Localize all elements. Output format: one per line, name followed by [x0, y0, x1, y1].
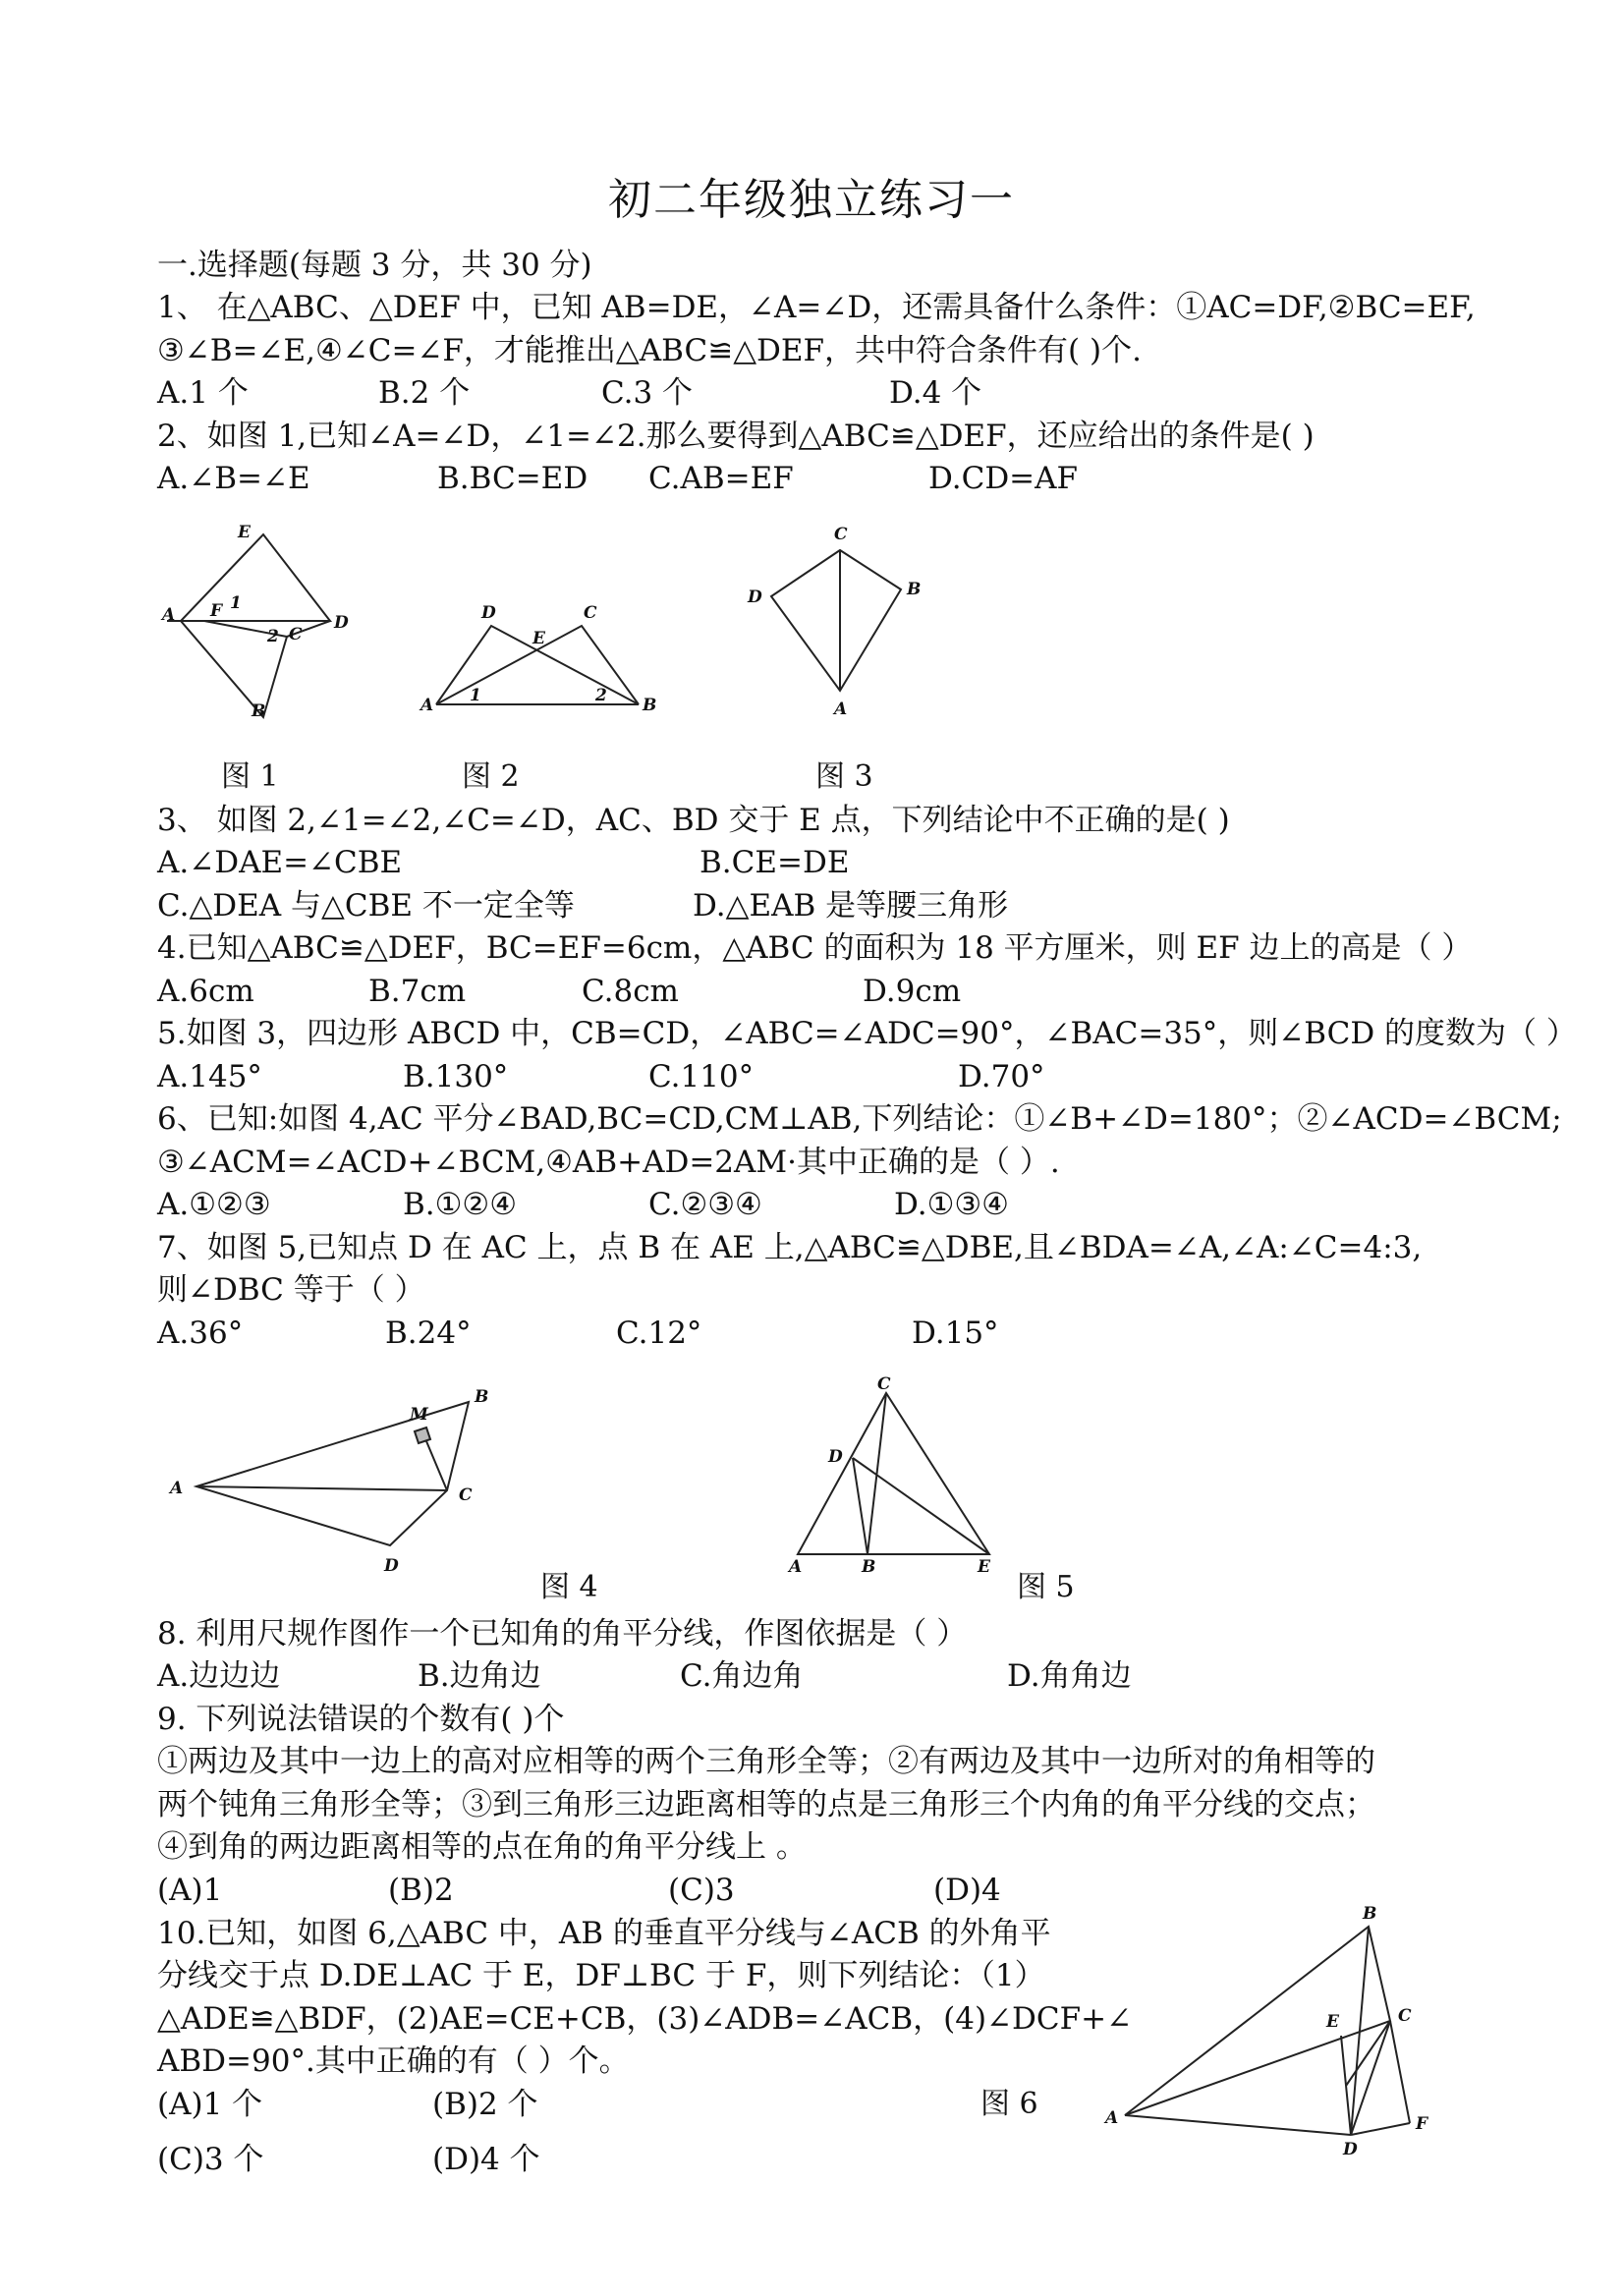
fig5-label-b: B — [862, 1557, 876, 1577]
fig5-label-a: A — [789, 1557, 803, 1577]
q9-statement-2: 两个钝角三角形全等；③到三角形三边距离相等的点是三角形三个内角的角平分线的交点； — [157, 1787, 1375, 1822]
fig6-line-dc — [1351, 2021, 1390, 2135]
q9-statement-1: ①两边及其中一边上的高对应相等的两个三角形全等；②有两边及其中一边所对的角相等的 — [157, 1744, 1375, 1779]
q3-text: 3、 如图 2,∠1=∠2,∠C=∠D，AC、BD 交于 E 点，下列结论中不正确的是( ) — [157, 803, 1230, 838]
figure-3 — [742, 516, 938, 732]
fig3-quadrilateral — [771, 550, 901, 691]
q2-text: 2、如图 1,已知∠A=∠D，∠1=∠2.那么要得到△ABC≌△DEF，还应给出的条件是( ) — [157, 419, 1315, 454]
q6-option-a: A.①②③ — [157, 1187, 271, 1222]
figure-5 — [781, 1375, 1007, 1582]
fig1-label-a: A — [162, 605, 176, 625]
q4-option-c: C.8cm — [582, 974, 679, 1009]
q6-option-b: B.①②④ — [403, 1187, 518, 1222]
q5-option-c: C.110° — [648, 1059, 755, 1094]
fig5-line-db — [853, 1458, 867, 1554]
q1-option-d: D.4 个 — [889, 375, 982, 411]
q2-option-a: A.∠B=∠E — [157, 461, 310, 496]
fig1-label-c: C — [289, 625, 303, 644]
figure-2-caption: 图 2 — [462, 759, 520, 794]
q8-option-b: B.边角边 — [418, 1658, 541, 1694]
fig1-lines — [167, 534, 330, 717]
page-title: 初二年级独立练习一 — [608, 175, 1015, 225]
fig6-label-a: A — [1105, 2108, 1119, 2128]
q1-option-a: A.1 个 — [157, 375, 249, 411]
q9-option-d: (D)4 — [933, 1873, 1001, 1908]
q6-text: 6、已知:如图 4,AC 平分∠BAD,BC=CD,CM⊥AB,下列结论：①∠B+∠D=180°；②∠ACD=∠BCM; — [157, 1101, 1562, 1137]
q6-option-c: C.②③④ — [648, 1187, 762, 1222]
fig6-triangle-abc — [1125, 1927, 1390, 2115]
q7-text: 7、如图 5,已知点 D 在 AC 上，点 B 在 AE 上,△ABC≌△DBE,且∠BDA=∠A,∠A:∠C=4:3, — [157, 1230, 1423, 1265]
q9-option-c: (C)3 — [668, 1873, 735, 1908]
fig6-line-cf — [1390, 2021, 1410, 2123]
q7-option-d: D.15° — [912, 1316, 999, 1351]
q8-option-a: A.边边边 — [157, 1658, 281, 1694]
q3-option-a: A.∠DAE=∠CBE — [157, 845, 403, 880]
fig2-label-d: D — [481, 603, 496, 623]
q10-text-cont-2: △ADE≌△BDF，(2)AE=CE+CB，(3)∠ADB=∠ACB，(4)∠DCF+∠ — [157, 2001, 1133, 2037]
fig3-label-c: C — [834, 525, 848, 544]
fig2-label-b: B — [643, 696, 657, 715]
fig3-label-a: A — [834, 700, 848, 719]
q10-text: 10.已知，如图 6,△ABC 中，AB 的垂直平分线与∠ACB 的外角平 — [157, 1916, 1051, 1951]
q8-option-c: C.角边角 — [680, 1658, 804, 1694]
fig6-label-e: E — [1326, 2012, 1339, 2032]
q10-text-cont-3: ABD=90°.其中正确的有（ ）个。 — [157, 2044, 630, 2079]
fig6-label-f: F — [1416, 2114, 1428, 2134]
q10-option-d: (D)4 个 — [432, 2142, 540, 2177]
fig6-line-perp — [1346, 2021, 1390, 2086]
q3-option-b: B.CE=DE — [700, 845, 850, 880]
fig5-line-cb — [867, 1393, 886, 1554]
q7-text-cont: 则∠DBC 等于（ ） — [157, 1272, 425, 1308]
q3-option-d: D.△EAB 是等腰三角形 — [693, 888, 1009, 924]
section-heading: 一.选择题(每题 3 分，共 30 分) — [157, 248, 592, 283]
fig1-label-f: F — [210, 601, 223, 621]
q6-option-d: D.①③④ — [894, 1187, 1009, 1222]
fig6-line-ad — [1125, 2115, 1351, 2135]
fig4-right-angle-mark — [415, 1428, 430, 1443]
q4-text: 4.已知△ABC≌△DEF，BC=EF=6cm，△ABC 的面积为 18 平方厘米，则 EF 边上的高是（ ） — [157, 930, 1473, 966]
figure-6 — [1086, 1901, 1459, 2159]
fig6-label-c: C — [1398, 2006, 1412, 2026]
fig1-label-d: D — [334, 613, 349, 633]
q9-statement-3: ④到角的两边距离相等的点在角的角平分线上 。 — [157, 1829, 807, 1865]
fig4-label-d: D — [384, 1556, 399, 1576]
fig4-label-b: B — [475, 1387, 489, 1407]
fig6-label-d: D — [1343, 2140, 1358, 2159]
q7-option-a: A.36° — [157, 1316, 244, 1351]
q9-option-b: (B)2 — [388, 1873, 454, 1908]
fig5-triangle — [798, 1393, 989, 1554]
fig5-label-c: C — [877, 1374, 891, 1394]
figure-2 — [413, 594, 668, 722]
q5-option-b: B.130° — [403, 1059, 509, 1094]
fig2-label-a: A — [420, 696, 434, 715]
fig2-label-e: E — [532, 629, 545, 648]
q9-text: 9. 下列说法错误的个数有( )个 — [157, 1702, 565, 1737]
q5-option-d: D.70° — [958, 1059, 1045, 1094]
fig2-label-c: C — [584, 603, 597, 623]
fig4-label-c: C — [459, 1485, 473, 1505]
fig4-line-ac — [196, 1486, 447, 1490]
figure-4-caption: 图 4 — [540, 1570, 598, 1604]
fig5-label-e: E — [978, 1557, 990, 1577]
q10-option-b: (B)2 个 — [432, 2087, 538, 2122]
fig5-label-d: D — [828, 1447, 843, 1467]
figure-5-caption: 图 5 — [1017, 1570, 1075, 1604]
figure-1 — [157, 523, 354, 722]
q7-option-c: C.12° — [616, 1316, 702, 1351]
q7-option-b: B.24° — [385, 1316, 472, 1351]
q1-option-b: B.2 个 — [378, 375, 471, 411]
q4-option-d: D.9cm — [863, 974, 962, 1009]
fig2-label-angle2: 2 — [595, 686, 607, 705]
figure-6-caption: 图 6 — [980, 2087, 1038, 2121]
fig1-label-b: B — [252, 701, 266, 721]
fig6-line-df — [1351, 2123, 1410, 2135]
q5-text: 5.如图 3，四边形 ABCD 中，CB=CD，∠ABC=∠ADC=90°，∠BAC=35°，则∠BCD 的度数为（ ） — [157, 1016, 1577, 1051]
q6-text-cont: ③∠ACM=∠ACD+∠BCM,④AB+AD=2AM·其中正确的是（ ）. — [157, 1145, 1060, 1180]
fig6-label-b: B — [1363, 1904, 1377, 1924]
q8-option-d: D.角角边 — [1007, 1658, 1132, 1694]
q4-option-a: A.6cm — [157, 974, 254, 1009]
fig3-label-b: B — [907, 580, 922, 599]
q1-option-c: C.3 个 — [601, 375, 694, 411]
figure-1-caption: 图 1 — [221, 759, 279, 794]
fig1-label-e: E — [238, 523, 251, 542]
q5-option-a: A.145° — [157, 1059, 262, 1094]
fig1-label-angle2: 2 — [267, 627, 279, 646]
fig4-label-a: A — [170, 1479, 184, 1498]
q8-text: 8. 利用尺规作图作一个已知角的角平分线，作图依据是（ ） — [157, 1616, 968, 1652]
q2-option-d: D.CD=AF — [928, 461, 1079, 496]
q2-option-b: B.BC=ED — [437, 461, 588, 496]
q9-option-a: (A)1 — [157, 1873, 223, 1908]
fig2-label-angle1: 1 — [470, 686, 481, 705]
q1-text: 1、 在△ABC、△DEF 中，已知 AB=DE，∠A=∠D，还需具备什么条件：①AC=DF,②BC=EF, — [157, 290, 1476, 325]
q3-option-c: C.△DEA 与△CBE 不一定全等 — [157, 888, 575, 924]
fig6-line-bd — [1351, 1927, 1369, 2135]
fig3-label-d: D — [748, 588, 762, 607]
q4-option-b: B.7cm — [368, 974, 467, 1009]
fig4-label-m: M — [410, 1405, 428, 1425]
fig1-label-angle1: 1 — [230, 593, 242, 613]
q10-text-cont-1: 分线交于点 D.DE⊥AC 于 E，DF⊥BC 于 F，则下列结论：（1） — [157, 1958, 1045, 1993]
figure-3-caption: 图 3 — [815, 759, 873, 794]
q1-text-cont: ③∠B=∠E,④∠C=∠F，才能推出△ABC≌△DEF，共中符合条件有( )个. — [157, 333, 1142, 368]
q2-option-c: C.AB=EF — [648, 461, 794, 496]
figure-4 — [162, 1371, 516, 1587]
q10-option-c: (C)3 个 — [157, 2142, 264, 2177]
q10-option-a: (A)1 个 — [157, 2087, 263, 2122]
